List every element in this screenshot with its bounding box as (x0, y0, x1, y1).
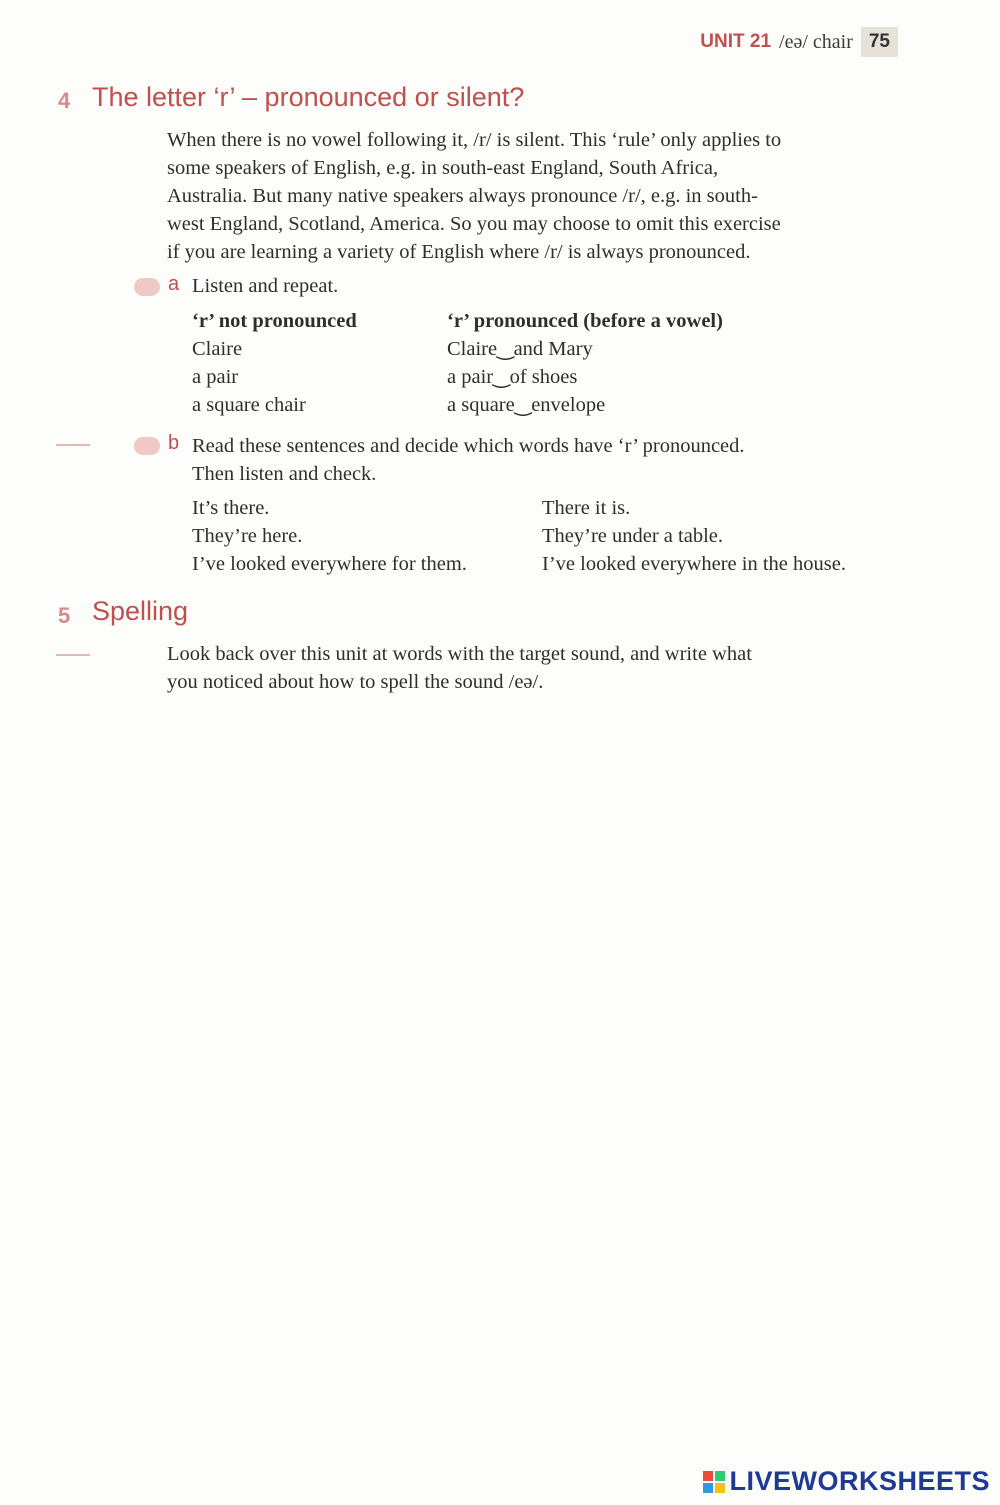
text-line: you noticed about how to spell the sound /eə/. (167, 671, 544, 693)
sentence: They’re under a table. (542, 525, 723, 547)
logo-mark-icon (703, 1471, 725, 1493)
intro-line: if you are learning a variety of English where /r/ is always pronounced. (167, 241, 751, 263)
page-number: 75 (861, 27, 898, 57)
part-a-column-1 (192, 307, 357, 419)
part-b-label: b (168, 432, 180, 454)
column-heading: ‘r’ not pronounced (192, 310, 357, 332)
list-item: a pair (192, 366, 239, 388)
sentence: It’s there. (192, 497, 270, 519)
list-item: a pair‿of shoes (447, 366, 578, 388)
list-item: a square‿envelope (447, 394, 606, 416)
part-b-column-2 (542, 494, 846, 578)
list-item: Claire (192, 338, 243, 360)
unit-label: UNIT 21 (700, 31, 772, 52)
section-5-number: 5 (58, 603, 71, 628)
logo-text: LIVEWORKSHEETS (729, 1466, 990, 1496)
section-4-number: 4 (58, 88, 71, 113)
section-4-title: The letter ‘r’ – pronounced or silent? (92, 82, 525, 112)
unit-sound: /eə/ chair (779, 30, 853, 53)
sentence: I’ve looked everywhere in the house. (542, 553, 846, 575)
part-a-label: a (168, 273, 180, 295)
intro-line: west England, Scotland, America. So you may choose to omit this exercise (167, 213, 781, 235)
section-4-intro (167, 126, 781, 266)
list-item: a square chair (192, 394, 306, 416)
sentence: They’re here. (192, 525, 303, 547)
instruction-line: Then listen and check. (192, 463, 377, 485)
list-item: Claire‿and Mary (447, 338, 593, 360)
part-b-instruction (192, 432, 745, 488)
answer-marker (56, 654, 90, 656)
intro-line: When there is no vowel following it, /r/ is silent. This ‘rule’ only applies to (167, 129, 782, 151)
part-b-column-1 (192, 494, 467, 578)
text-line: Look back over this unit at words with the target sound, and write what (167, 643, 752, 665)
page-header (700, 26, 898, 58)
sentence: There it is. (542, 497, 631, 519)
part-a-column-2 (447, 307, 723, 419)
answer-marker (56, 444, 90, 446)
sentence: I’ve looked everywhere for them. (192, 553, 467, 575)
audio-icon[interactable] (134, 278, 160, 296)
liveworksheets-logo (703, 1466, 990, 1497)
intro-line: some speakers of English, e.g. in south-east England, South Africa, (167, 157, 719, 179)
intro-line: Australia. But many native speakers always pronounce /r/, e.g. in south- (167, 185, 758, 207)
part-a-instruction: Listen and repeat. (192, 275, 339, 297)
section-5-text (167, 640, 752, 696)
section-5-title: Spelling (92, 596, 189, 626)
audio-icon[interactable] (134, 437, 160, 455)
instruction-line: Read these sentences and decide which words have ‘r’ pronounced. (192, 435, 745, 457)
column-heading: ‘r’ pronounced (before a vowel) (447, 310, 723, 332)
